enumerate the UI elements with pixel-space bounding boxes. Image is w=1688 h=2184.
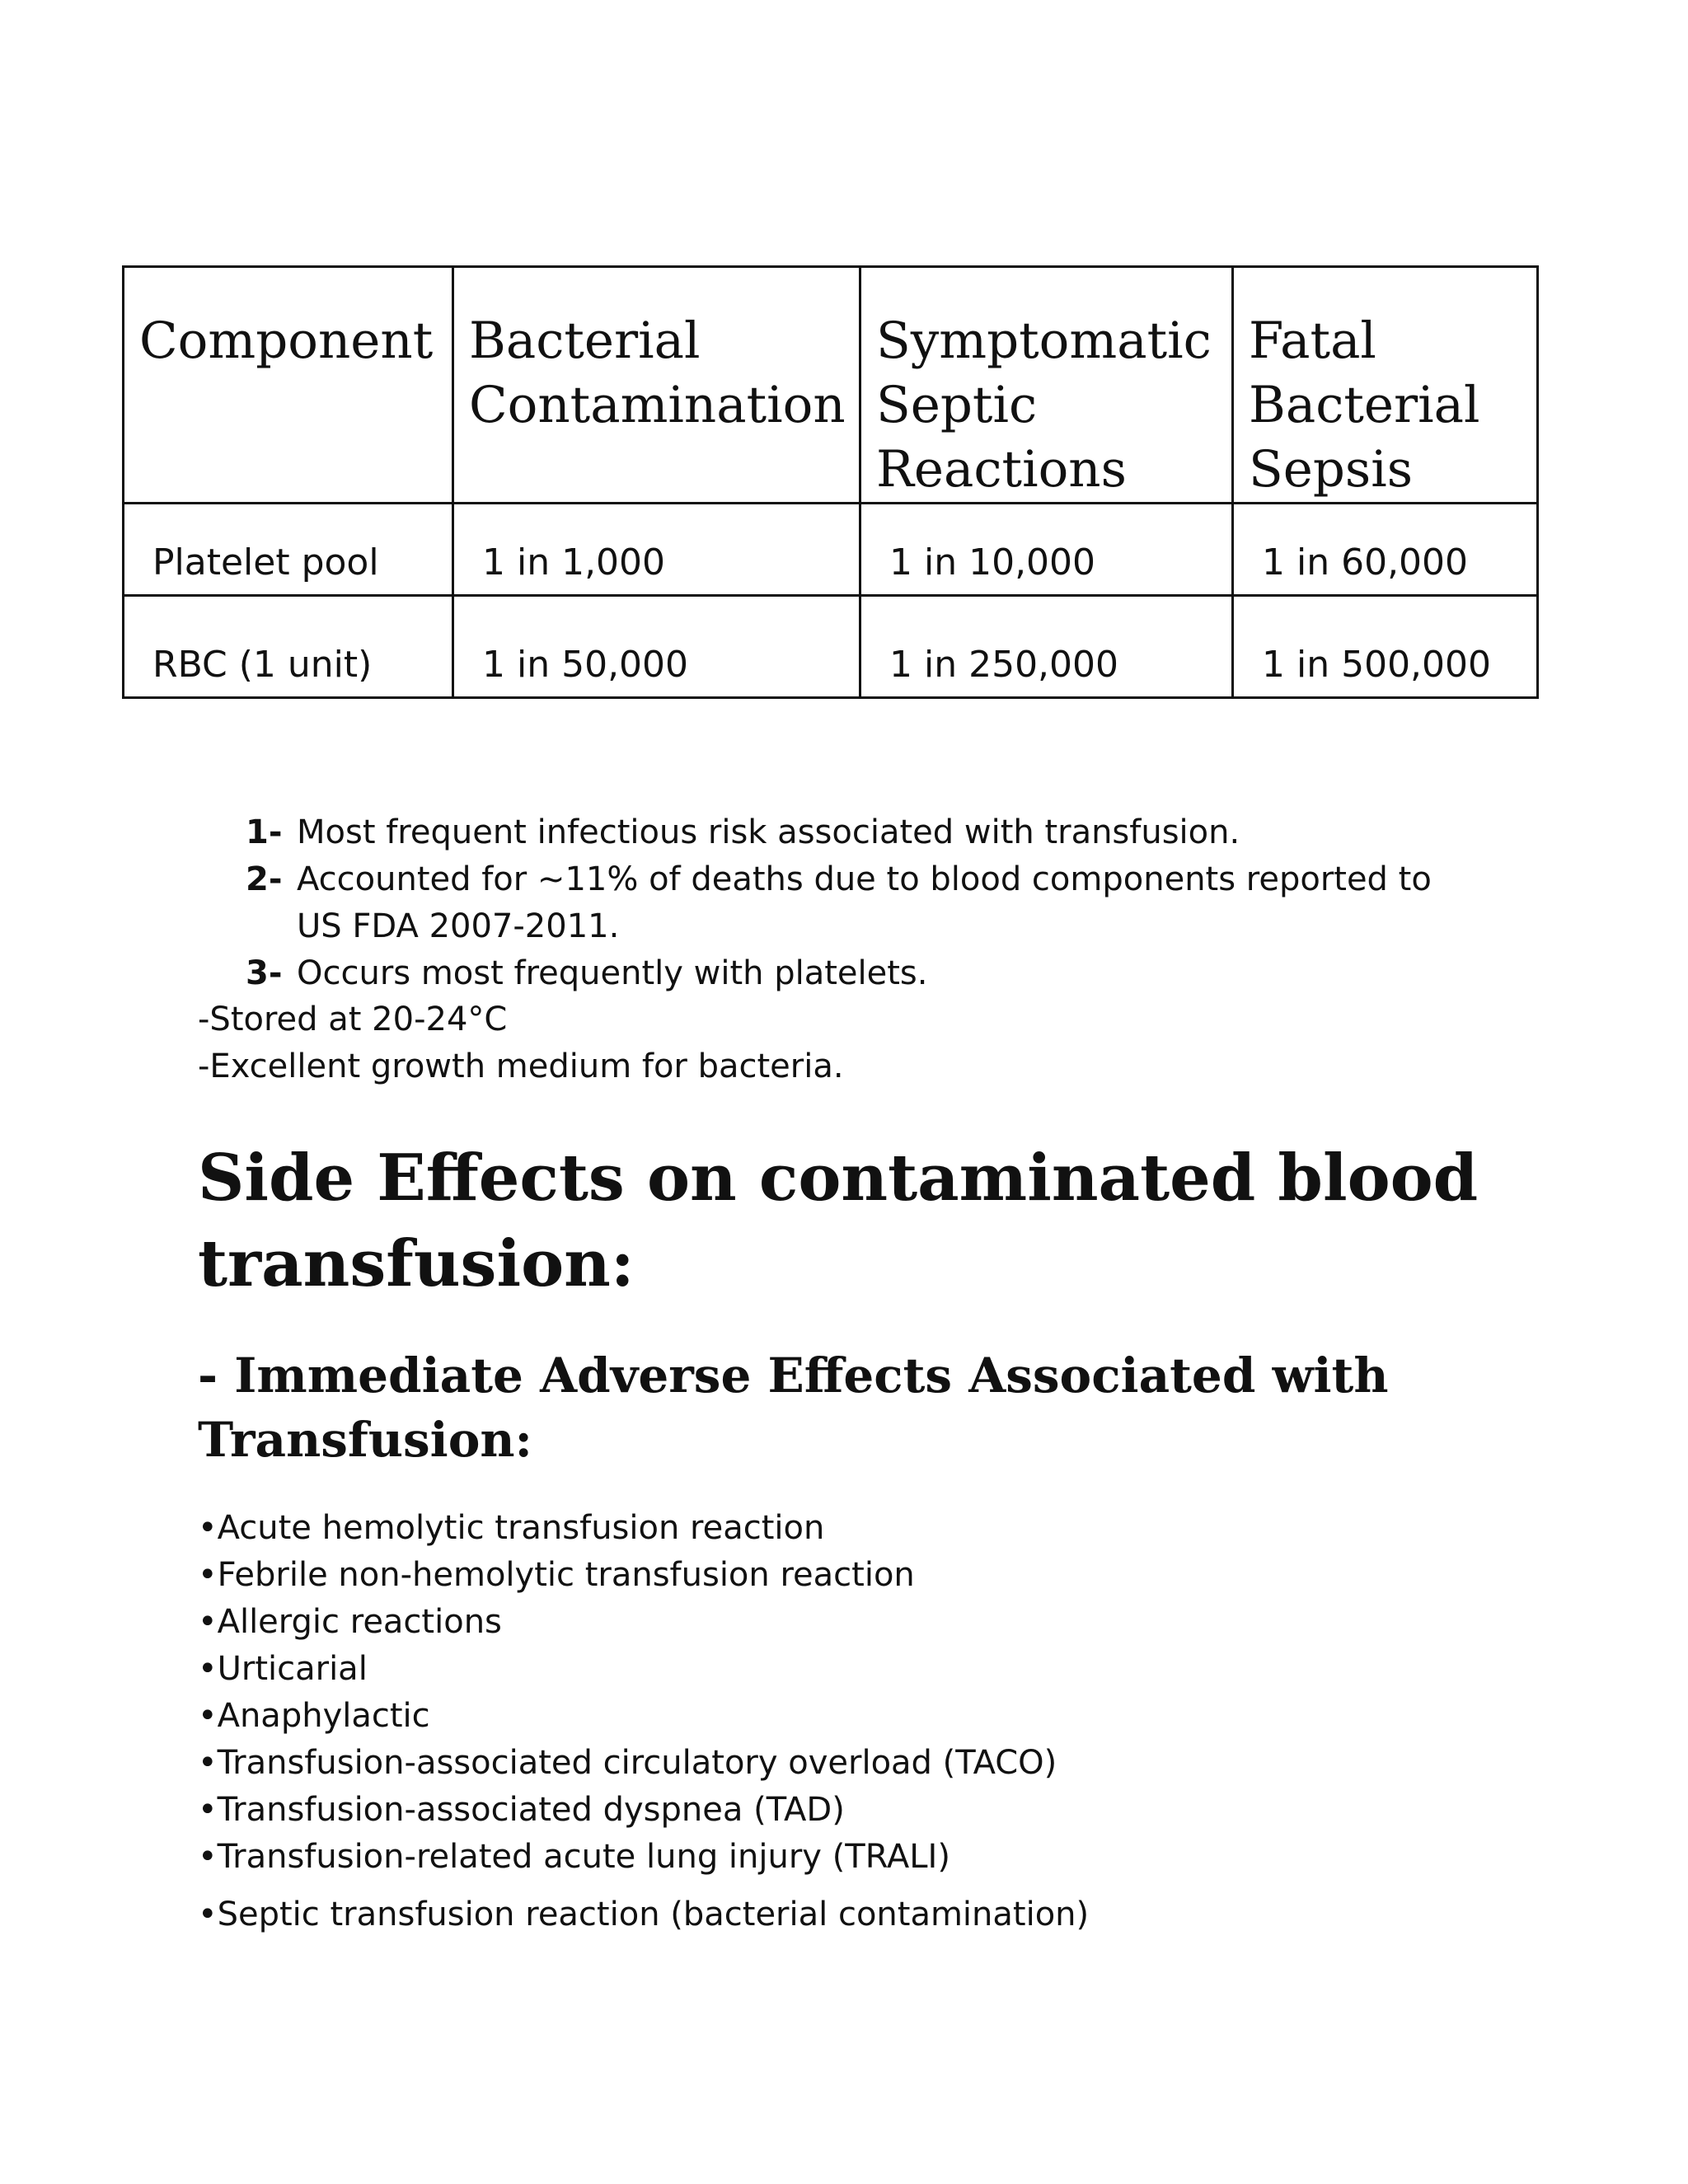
list-item: •Febrile non-hemolytic transfusion reaction: [198, 1556, 915, 1594]
cell-component: Platelet pool: [124, 504, 453, 596]
note-text: Occurs most frequently with platelets.: [297, 954, 928, 992]
note-text: Most frequent infectious risk associated with transfusion.: [297, 813, 1240, 851]
list-item: •Transfusion-associated circulatory overload (TACO): [198, 1744, 1057, 1782]
table-row: [124, 596, 1538, 698]
platelet-notes: [198, 996, 844, 1090]
cell-bacterial-contamination: 1 in 50,000: [453, 596, 860, 698]
list-item: -Excellent growth medium for bacteria.: [198, 1047, 844, 1085]
list-item: •Acute hemolytic transfusion reaction: [198, 1509, 825, 1547]
numbered-notes: [196, 809, 1482, 997]
list-item: •Allergic reactions: [198, 1603, 502, 1641]
note-number: 3-: [246, 954, 283, 992]
note-text: Accounted for ~11% of deaths due to blood components reported to US FDA 2007-2011.: [297, 860, 1432, 945]
note-number: 1-: [246, 813, 283, 851]
note-number: 2-: [246, 860, 283, 898]
cell-bacterial-contamination: 1 in 1,000: [453, 504, 860, 596]
header-symptomatic-septic-reactions: Symptomatic Septic Reactions: [860, 267, 1233, 504]
list-item: •Transfusion-associated dyspnea (TAD): [198, 1791, 845, 1829]
header-bacterial-contamination: Bacterial Contamination: [453, 267, 860, 504]
list-item: [196, 809, 1482, 856]
cell-component: RBC (1 unit): [124, 596, 453, 698]
header-fatal-bacterial-sepsis: Fatal Bacterial Sepsis: [1233, 267, 1538, 504]
list-item: •Septic transfusion reaction (bacterial contamination): [198, 1896, 1090, 1933]
table-header-row: [124, 267, 1538, 504]
cell-symptomatic-septic-reactions: 1 in 250,000: [860, 596, 1233, 698]
bacterial-risk-table: [122, 265, 1539, 699]
table-row: [124, 504, 1538, 596]
adverse-effects-list: [198, 1505, 1089, 1938]
list-item: •Transfusion-related acute lung injury (TRALI): [198, 1838, 950, 1876]
list-item: -Stored at 20-24°C: [198, 1001, 508, 1038]
list-item: [196, 856, 1482, 950]
cell-fatal-bacterial-sepsis: 1 in 500,000: [1233, 596, 1538, 698]
header-component: Component: [124, 267, 453, 504]
subsection-heading: - Immediate Adverse Effects Associated with Transfusion:: [198, 1347, 1389, 1468]
cell-fatal-bacterial-sepsis: 1 in 60,000: [1233, 504, 1538, 596]
list-item: •Anaphylactic: [198, 1697, 430, 1735]
section-heading: Side Effects on contaminated blood transfusion:: [198, 1141, 1479, 1301]
cell-symptomatic-septic-reactions: 1 in 10,000: [860, 504, 1233, 596]
list-item: [196, 950, 1482, 997]
list-item: •Urticarial: [198, 1650, 368, 1688]
